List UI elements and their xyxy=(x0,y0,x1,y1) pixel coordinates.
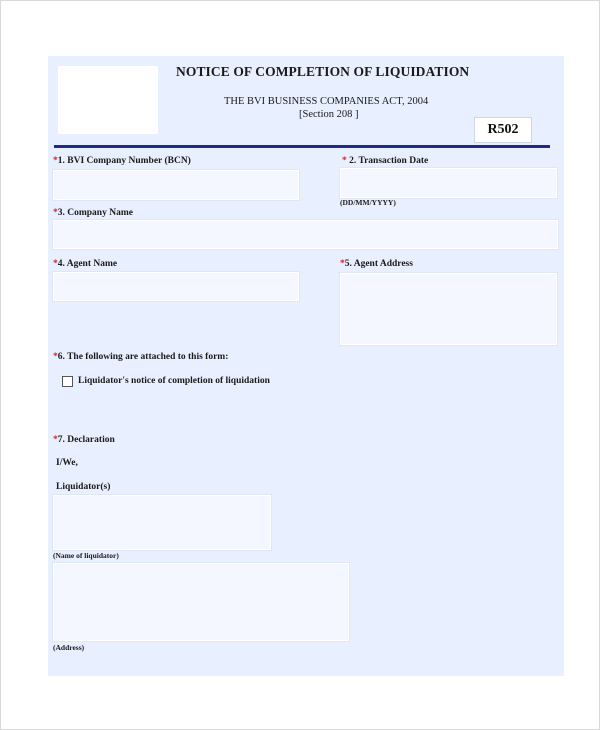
agent-address-label: *5. Agent Address xyxy=(340,259,413,269)
i-we-text: I/We, xyxy=(56,458,78,468)
attachment-checkbox[interactable] xyxy=(62,376,73,387)
attachment-option-label: Liquidator's notice of completion of liquidation xyxy=(78,376,270,386)
liquidator-address-input[interactable] xyxy=(53,563,349,641)
transaction-date-input[interactable] xyxy=(340,168,557,198)
liquidator-name-input[interactable] xyxy=(53,495,271,550)
form-code-badge: R502 xyxy=(474,117,532,143)
bcn-label: *1. BVI Company Number (BCN) xyxy=(53,156,191,166)
act-subtitle: THE BVI BUSINESS COMPANIES ACT, 2004 xyxy=(224,96,429,107)
liquidators-label: Liquidator(s) xyxy=(56,482,111,492)
agent-name-input[interactable] xyxy=(53,272,299,301)
attachments-label: *6. The following are attached to this form: xyxy=(53,352,229,362)
section-reference: [Section 208 ] xyxy=(299,109,359,120)
liquidator-address-caption: (Address) xyxy=(53,643,85,652)
date-format-hint: (DD/MM/YYYY) xyxy=(340,198,396,207)
company-name-label: *3. Company Name xyxy=(53,208,133,218)
logo-placeholder xyxy=(58,66,158,134)
company-name-input[interactable] xyxy=(53,220,558,249)
agent-name-label: *4. Agent Name xyxy=(53,259,118,269)
header-divider xyxy=(54,145,550,148)
declaration-label: *7. Declaration xyxy=(53,435,115,445)
agent-address-input[interactable] xyxy=(340,273,557,345)
bcn-input[interactable] xyxy=(53,170,299,200)
transaction-date-label: * 2. Transaction Date xyxy=(342,156,429,166)
liquidator-name-caption: (Name of liquidator) xyxy=(53,551,119,560)
form-title: NOTICE OF COMPLETION OF LIQUIDATION xyxy=(176,64,470,79)
